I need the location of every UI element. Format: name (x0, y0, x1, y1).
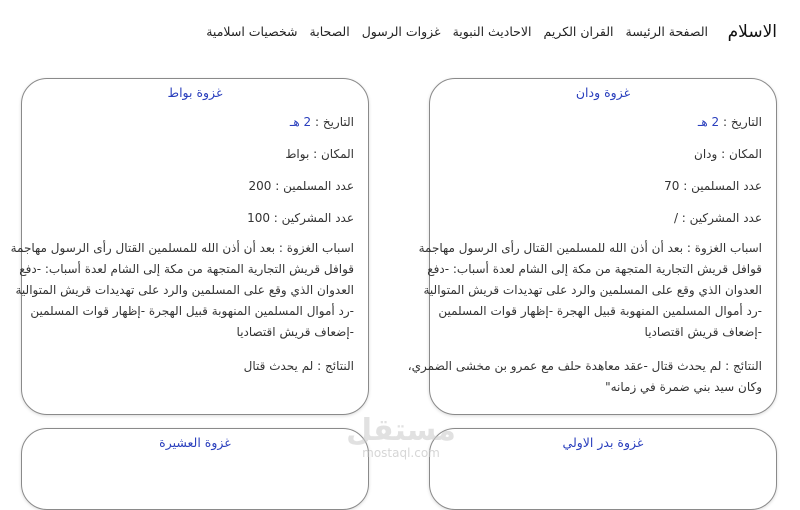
site-brand[interactable]: الاسلام (727, 22, 777, 42)
battle-card-ushayrah (21, 428, 369, 510)
nav-item-figures[interactable]: شخصيات اسلامية (206, 24, 298, 39)
card-title: غزوة بواط (167, 85, 223, 100)
nav-item-home[interactable]: الصفحة الرئيسة (625, 24, 708, 39)
top-navbar (0, 0, 800, 62)
battle-card-waddan (407, 78, 777, 415)
nav-item-companions[interactable]: الصحابة (309, 24, 350, 39)
reasons-line: العدوان الذي وقع على المسلمين والرد على تهديدات قريش المتوالية (15, 283, 354, 297)
polytheists-count: عدد المشركين : / (673, 211, 762, 225)
date-value: 2 هـ (697, 115, 720, 129)
reasons-line: -إضعاف قريش اقتصاديا (644, 325, 762, 339)
results-text (36, 356, 354, 377)
reasons-line: العدوان الذي وقع على المسلمين والرد على تهديدات قريش المتوالية (423, 283, 762, 297)
muslims-count: عدد المسلمين : 200 (248, 179, 354, 193)
date-row (36, 115, 354, 129)
date-label: التاريخ : (311, 115, 354, 129)
date-row (444, 115, 762, 129)
date-label: التاريخ : (719, 115, 762, 129)
date-value: 2 هـ (289, 115, 312, 129)
results-line: النتائج : لم يحدث قتال (243, 359, 354, 373)
watermark-main: مستقل (346, 413, 456, 448)
reasons-line: قوافل قريش التجارية المتجهة من مكة إلى الشام لعدة أسباب: -دفع (19, 262, 354, 276)
place-row: المكان : ودان (694, 147, 762, 161)
muslims-count: عدد المسلمين : 70 (664, 179, 762, 193)
reasons-text (418, 238, 762, 343)
card-title: غزوة العشيرة (159, 435, 231, 450)
results-line: وكان سيد بني ضمرة في زمانه" (605, 380, 762, 394)
reasons-line: قوافل قريش التجارية المتجهة من مكة إلى الشام لعدة أسباب: -دفع (427, 262, 762, 276)
results-text (407, 356, 762, 398)
nav-menu (206, 24, 708, 39)
card-title: غزوة بدر الاولي (562, 435, 644, 450)
watermark-logo (346, 413, 456, 460)
card-title: غزوة ودان (575, 85, 631, 100)
reasons-line: -رد أموال المسلمين المنهوبة قبيل الهجرة -إظهار قوات المسلمين (438, 304, 762, 318)
battle-card-badr-first (429, 428, 777, 510)
reasons-line: -رد أموال المسلمين المنهوبة قبيل الهجرة -إظهار قوات المسلمين (30, 304, 354, 318)
battle-card-buwat (10, 78, 369, 415)
polytheists-count: عدد المشركين : 100 (247, 211, 354, 225)
nav-item-hadith[interactable]: الاحاديث النبوية (452, 24, 532, 39)
nav-item-quran[interactable]: القران الكريم (543, 24, 614, 39)
results-line: النتائج : لم يحدث قتال -عقد معاهدة حلف مع عمرو بن مخشى الضمري، (407, 359, 762, 373)
reasons-text (10, 238, 354, 343)
reasons-line: اسباب الغزوة : بعد أن أذن الله للمسلمين القتال رأى الرسول مهاجمة (10, 241, 354, 255)
watermark-sub: mostaql.com (362, 446, 440, 460)
place-row: المكان : بواط (285, 147, 354, 161)
nav-item-battles[interactable]: غزوات الرسول (361, 24, 441, 39)
reasons-line: اسباب الغزوة : بعد أن أذن الله للمسلمين القتال رأى الرسول مهاجمة (418, 241, 762, 255)
reasons-line: -إضعاف قريش اقتصاديا (236, 325, 354, 339)
